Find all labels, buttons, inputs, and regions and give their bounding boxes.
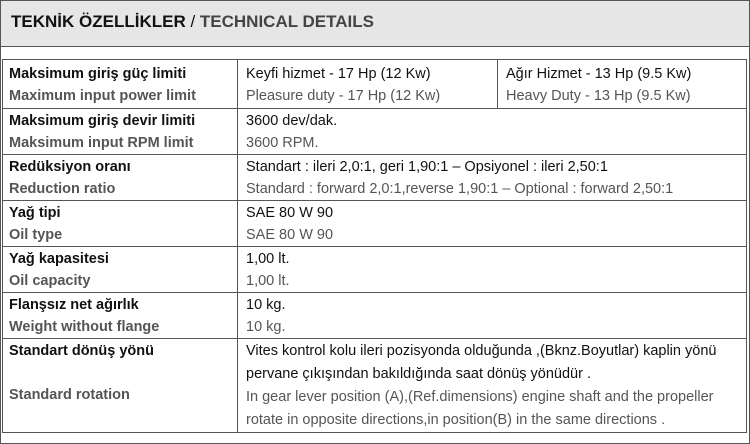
spec-label-tr: Yağ kapasitesi [9, 251, 109, 267]
spec-value-tr: Standart : ileri 2,0:1, geri 1,90:1 – Opsiyonel : ileri 2,50:1 [246, 159, 608, 175]
spec-value-tr: SAE 80 W 90 [246, 205, 334, 221]
spec-value-tr: Keyfi hizmet - 17 Hp (12 Kw) [246, 66, 431, 82]
spec-label-cell [3, 201, 238, 247]
title-turkish: TEKNİK ÖZELLİKLER [11, 12, 186, 31]
spec-label-en: Oil capacity [9, 273, 91, 289]
spec-label-tr: Redüksiyon oranı [9, 159, 131, 175]
spec-label-tr: Flanşsız net ağırlık [9, 297, 139, 313]
spec-row-power [3, 60, 747, 109]
spec-label-cell [3, 60, 238, 109]
spec-value-cell [238, 60, 498, 109]
spec-label-tr: Standart dönüş yönü [9, 343, 154, 359]
spec-value-tr: 3600 dev/dak. [246, 113, 338, 129]
spec-value-en: SAE 80 W 90 [246, 227, 334, 243]
spec-label-en: Oil type [9, 227, 63, 243]
spec-value-cell [238, 109, 747, 155]
spec-label-en: Reduction ratio [9, 181, 116, 197]
spec-value-en: In gear lever position (A),(Ref.dimensions) engine shaft and the propeller rotate in opposite directions,in position(B) in the same directions . [246, 389, 714, 428]
spec-row-weight [3, 293, 747, 339]
spec-value-en: Pleasure duty - 17 Hp (12 Kw) [246, 88, 441, 104]
spec-value-cell-heavy [498, 60, 747, 109]
spec-row-oil-capacity [3, 247, 747, 293]
spec-value2-en: Heavy Duty - 13 Hp (9.5 Kw) [506, 88, 691, 104]
spec-label-cell [3, 339, 238, 433]
spec-value-en: 10 kg. [246, 319, 286, 335]
spec-value-tr: 10 kg. [246, 297, 286, 313]
spec-value-en: 1,00 lt. [246, 273, 290, 289]
spec-label-tr: Maksimum giriş devir limiti [9, 113, 196, 129]
specs-table [2, 59, 747, 433]
title-separator: / [185, 12, 200, 31]
spec-value-cell [238, 201, 747, 247]
spec-label-cell [3, 247, 238, 293]
spec-value-tr: Vites kontrol kolu ileri pozisyonda olduğunda ,(Bknz.Boyutlar) kaplin yönü pervane çıkışından bakıldığında saat dönüş yönüdür . [246, 343, 717, 382]
spec-value2-tr: Ağır Hizmet - 13 Hp (9.5 Kw) [506, 66, 692, 82]
panel-title [11, 12, 374, 32]
spec-label-tr: Yağ tipi [9, 205, 61, 221]
spec-label-cell [3, 293, 238, 339]
spec-label-en: Maximum input power limit [9, 88, 196, 104]
spec-row-rotation [3, 339, 747, 433]
spec-label-cell [3, 109, 238, 155]
spec-value-cell [238, 293, 747, 339]
spec-label-en: Maksimum input RPM limit [9, 135, 194, 151]
spec-value-cell [238, 155, 747, 201]
spec-label-tr: Maksimum giriş güç limiti [9, 66, 187, 82]
spec-value-en: 3600 RPM. [246, 135, 319, 151]
panel-header [1, 1, 749, 47]
spec-value-cell [238, 247, 747, 293]
spec-value-tr: 1,00 lt. [246, 251, 290, 267]
spec-row-oil-type [3, 201, 747, 247]
spec-value-cell [238, 339, 747, 433]
spec-label-en: Weight without flange [9, 319, 160, 335]
spec-label-en: Standard rotation [9, 387, 130, 403]
title-english: TECHNICAL DETAILS [199, 12, 374, 31]
spec-row-rpm [3, 109, 747, 155]
spec-label-cell [3, 155, 238, 201]
spec-value-en: Standard : forward 2,0:1,reverse 1,90:1 – Optional : forward 2,50:1 [246, 181, 674, 197]
spec-row-reduction [3, 155, 747, 201]
